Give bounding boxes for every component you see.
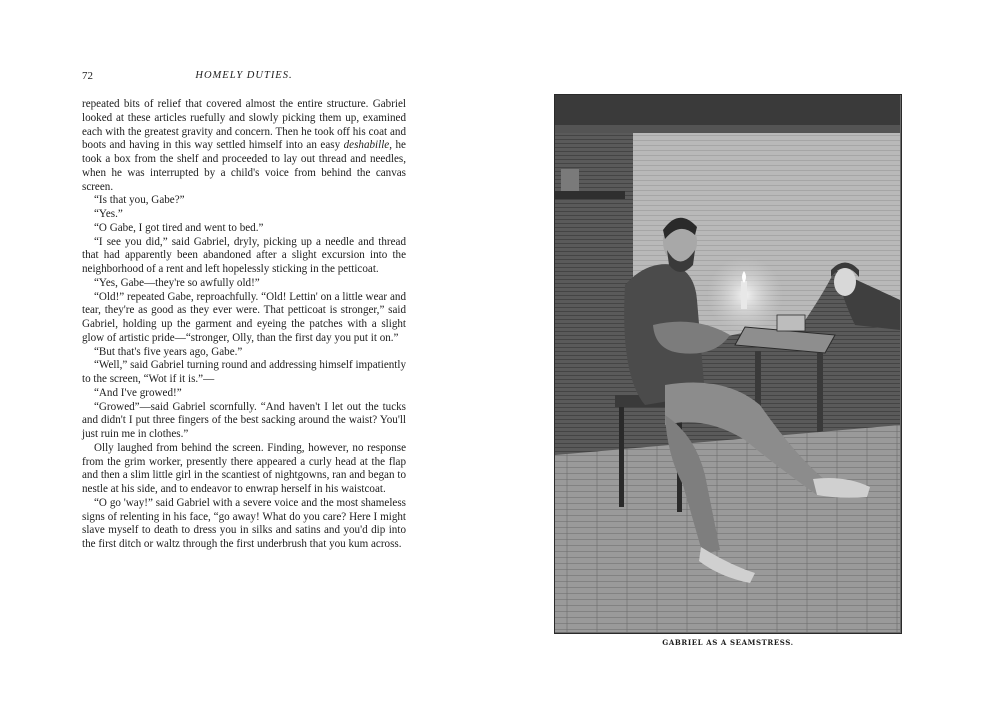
sewing-box [777,315,805,331]
paragraph: “I see you did,” said Gabriel, dryly, picking up a needle and thread that had apparently been abandoned after a slight excursion into the neighborhood of a rent and left hopelessly sticking in the petticoat. [82,235,406,275]
paragraph: “Yes.” [94,208,123,220]
ceiling-beam [555,95,900,125]
body-text [82,98,406,552]
paragraph: “Well,” said Gabriel turning round and addressing himself impatiently to the screen, “Wot if it is.”— [82,359,406,385]
paragraph: “Old!” repeated Gabe, reproachfully. “Old! Lettin' on a little wear and tear, they're as good as they ever were. That petticoat is stronger,” said Gabriel, holding up the garment and eyeing the patches with a slight glow of artistic pride—“stronger, Olly, than the first day you put it on.” [82,290,406,344]
page-number: 72 [82,70,93,82]
engraving-illustration [554,94,902,634]
running-head: HOMELY DUTIES. [195,70,293,81]
paragraph: “But that's five years ago, Gabe.” [94,345,243,358]
paragraph: “And I've growed!” [94,386,182,399]
paragraph: “Is that you, Gabe?” [94,194,185,207]
plate-caption: GABRIEL AS A SEAMSTRESS. [662,638,794,647]
ceiling-beam [555,125,900,133]
floor [555,425,900,632]
shelf [555,191,625,199]
page-header [82,70,406,86]
paragraph: “Yes, Gabe—they're so awfully old!” [94,276,260,289]
chair-leg [619,407,624,507]
candle [741,281,747,309]
paragraph: repeated bits of relief that covered almost the entire structure. Gabriel looked at these articles ruefully and slowly picking them up, examined each with the greatest gravity and concern. Then he took off his coat and boots and having in this way settled himself into an easy deshabille, he took a box from the shelf and proceeded to lay out thread and needles, when he was interrupted by a child's voice from behind the canvas screen. [82,98,406,193]
paragraph: “O go 'way!” said Gabriel with a severe voice and the most shameless signs of relenting in his face, “go away! What do you care? Here I might slave myself to death to dress you in silks and satins and you'd dip into the first ditch or waltz through the first underbrush that you kum across. [82,496,406,550]
paragraph: “O Gabe, I got tired and went to bed.” [94,221,264,234]
paragraph: “Growed”—said Gabriel scornfully. “And haven't I let out the tucks and didn't I put three fingers of the best sacking around the waist? You'll just ruin me in clothes.” [82,400,406,440]
italic-word: deshabille [343,139,390,152]
girl-face [834,268,856,296]
paragraph: Olly laughed from behind the screen. Finding, however, no response from the grim worker, presently there appeared a curly head at the flap and then a slim little girl in the scantiest of nightgowns, ran and began to nestle at his side, and to endeavor to enwrap herself in his waistcoat. [82,441,406,495]
shelf-box [561,169,579,191]
